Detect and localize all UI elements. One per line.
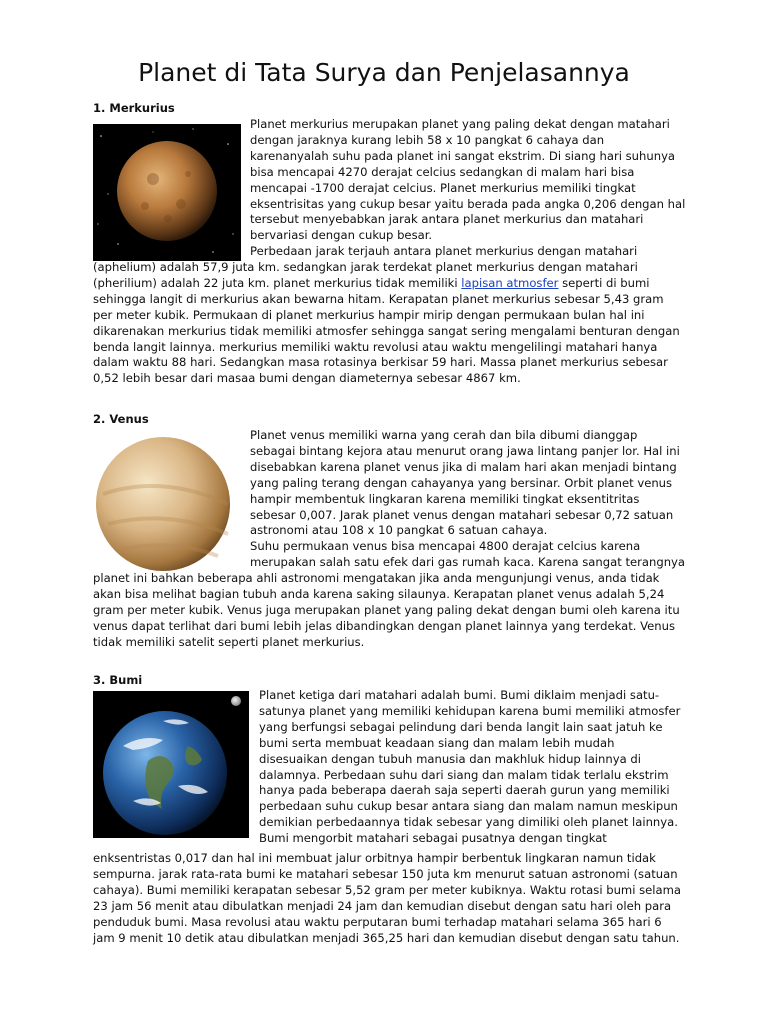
text-line: gram per meter kubik. Venus juga merupakan planet yang paling dekat dengan bumi oleh karena itu [93,602,680,617]
text-line [93,276,693,292]
page-title: Planet di Tata Surya dan Penjelasannya [138,58,630,87]
planet-mercury-photo [93,124,241,261]
merkurius-paragraph-2 [93,260,693,387]
text-line: dikarenakan merkurius tidak memiliki atmosfer sehingga sangat sering mengalami benturan dengan [93,323,680,338]
text-line: Perbedaan jarak terjauh antara planet merkurius dengan matahari [250,244,638,259]
text-line: benda langit lainnya. merkurius memiliki waktu revolusi atau waktu mengelilingi matahari hanya [93,339,658,354]
text-line: sempurna. jarak rata-rata bumi ke matahari sebesar 150 juta km menurut satuan astronomi (satuan [93,866,678,881]
text-line: enksentristas 0,017 dan hal ini membuat jalur orbitnya hampir berbentuk lingkaran namun tidak [93,851,656,865]
text-line: sehingga langit di merkurius akan bewarna hitam. Kerapatan planet merkurius sebesar 5,43 gram [93,291,664,306]
planet-earth-photo [93,691,249,838]
text-line: sebesar 0,007. Jarak planet venus dengan matahari sebesar 0,72 satuan [250,507,674,522]
text-line: Planet venus memiliki warna yang cerah dan bila dibumi dianggap [250,428,638,442]
text-line: bumi serta membuat keadaan siang dan malam lebih mudah [259,735,615,750]
text-line: disesuaikan dengan tubuh manusia dan makhluk hidup lainnya di [259,751,641,766]
text-line: hanya pada beberapa daerah saja seperti daerah gurun yang memiliki [259,783,670,798]
text-line: yang paling terang dengan cahayanya yang bersinar. Orbit planet venus [250,475,673,490]
merkurius-paragraph-1 [250,117,690,260]
text-line: disebabkan karena planet venus jika di malam hari akan menjadi bintang [250,459,677,474]
text-line: planet ini bahkan beberapa ahli astronomi mengatakan jika anda mengunjungi venus, anda tidak [93,571,660,585]
text-line: karenanyalah suhu pada planet ini sangat ekstrim. Di siang hari suhunya [250,148,676,163]
text-line: Planet merkurius merupakan planet yang paling dekat dengan matahari [250,117,670,131]
bumi-paragraph-1 [259,688,699,847]
text-line: bervariasi dengan cukup besar. [250,228,433,243]
text-line: 23 jam 56 menit atau dibulatkan menjadi 24 jam dan kemudian disebut dengan satu hari oleh para [93,898,672,913]
text-line: akan bisa melihat bagian tubuh anda karena saking silaunya. Kerapatan planet venus adalah 5,24 [93,586,665,601]
text-line: tersebut menyebabkan jarak antara planet merkurius dan matahari [250,212,644,227]
text-line: astronomi atau 108 x 10 pangkat 6 satuan cahaya. [250,523,548,538]
text-line: cahaya). Bumi memiliki kerapatan sebesar 5,52 gram per meter kubiknya. Waktu rotasi bumi selama [93,882,682,897]
text-line: mencapai -1700 derajat celcius. Planet merkurius memiliki tingkat [250,180,636,195]
text-line: venus dapat terlihat dari bumi lebih jelas dibandingkan dengan planet lainnya yang terdekat. Venus [93,618,676,633]
text-line: demikian perbedaannya tidak sebesar yang dimiliki oleh planet lainnya. [259,815,678,830]
text-line: 0,52 lebih besar dari masaa bumi dengan diameternya sebesar 4867 km. [93,371,521,386]
text-line: eksentrisitas yang cukup besar yaitu berada pada angka 0,206 dengan hal [250,196,686,211]
section-heading-bumi: 3. Bumi [93,673,143,687]
venus-paragraph-2 [93,571,693,651]
venus-paragraph-1 [250,428,690,571]
text-line: Suhu permukaan venus bisa mencapai 4800 derajat celcius karena [250,539,641,554]
text-line: (aphelium) adalah 57,9 juta km. sedangkan jarak terdekat planet merkurius dengan matahari [93,260,638,274]
text-line: dengan jaraknya kurang lebih 58 x 10 pangkat 6 cahaya dan [250,132,605,147]
section-heading-merkurius: 1. Merkurius [93,101,175,115]
text-line: dalam waktu 88 hari. Sedangkan masa rotasinya berkisar 59 hari. Massa planet merkurius sebesar [93,355,668,370]
text-line: jam 9 menit 10 detik atau dibulatkan menjadi 365,25 hari dan kemudian disebut dengan satu tahun. [93,930,680,945]
section-heading-venus: 2. Venus [93,412,149,426]
text-line: satunya planet yang memiliki kehidupan karena bumi memiliki atmosfer [259,703,681,718]
text-line: bisa mencapai 4270 derajat celcius sedangkan di malam hari bisa [250,164,635,179]
text-line: Planet ketiga dari matahari adalah bumi. Bumi diklaim menjadi satu- [259,688,660,702]
planet-venus-photo [93,434,241,571]
text-line: Bumi mengorbit matahari sebagai pusatnya dengan tingkat [259,831,607,846]
text-line: perbedaan suhu cukup besar antara siang dan malam namun meskipun [259,799,678,814]
text-line: tidak memiliki satelit seperti planet merkurius. [93,634,365,649]
text-line: dalamnya. Perbedaan suhu dari siang dan malam tidak terlalu ekstrim [259,767,669,782]
bumi-paragraph-2 [93,851,693,946]
text-line: merupakan salah satu efek dari gas rumah kaca. Karena sangat terangnya [250,555,686,570]
lapisan-atmosfer-link[interactable]: lapisan atmosfer [461,275,559,290]
text-segment: seperti di bumi [558,275,650,290]
text-line: hampir membentuk lingkaran karena memiliki tingkat eksentitritas [250,491,640,506]
text-line: penduduk bumi. Masa revolusi atau waktu perputaran bumi terhadap matahari selama 365 hari 6 [93,914,662,929]
text-line: sebagai bintang kejora atau menurut orang jawa lintang panjer lor. Hal ini [250,443,680,458]
text-line: per meter kubik. Permukaan di planet merkurius hampir mirip dengan permukaan bulan hal ini [93,307,645,322]
text-line: yang berfungsi sebagai pelindung dari benda langit lain saat jatuh ke [259,719,663,734]
text-segment: (pherilium) adalah 22 juta km. planet merkurius tidak memiliki [93,275,462,290]
